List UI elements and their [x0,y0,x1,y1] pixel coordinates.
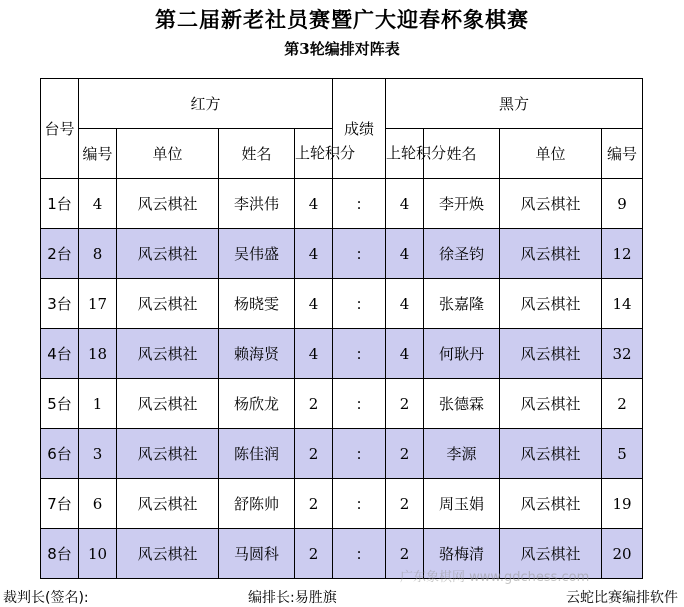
black-name-cell: 李源 [424,429,500,479]
black-score-cell: 2 [386,379,424,429]
black-score-cell: 2 [386,429,424,479]
red-number-cell: 4 [79,179,117,229]
black-unit-cell: 风云棋社 [500,179,602,229]
red-score-cell: 4 [295,279,333,329]
table-row [41,479,643,529]
red-score-cell: 4 [295,229,333,279]
black-unit-cell: 风云棋社 [500,229,602,279]
black-unit-cell: 风云棋社 [500,329,602,379]
table-row [41,429,643,479]
red-name-cell: 陈佳润 [219,429,295,479]
board-cell: 7台 [41,479,79,529]
black-score-cell: 2 [386,529,424,579]
header-result: 成绩 [333,79,386,179]
board-cell: 4台 [41,329,79,379]
page-subtitle: 第3轮编排对阵表 [284,40,400,58]
table-row [41,179,643,229]
red-unit-cell: 风云棋社 [117,329,219,379]
red-name-cell: 赖海贤 [219,329,295,379]
red-score-cell: 2 [295,479,333,529]
red-score-cell: 4 [295,179,333,229]
result-cell: : [333,379,386,429]
footer-arranger: 编排长:易胜旗 [248,590,337,606]
red-number-cell: 17 [79,279,117,329]
red-name-cell: 李洪伟 [219,179,295,229]
table-row [41,379,643,429]
board-cell: 1台 [41,179,79,229]
black-score-cell: 2 [386,479,424,529]
black-name-cell: 何耿丹 [424,329,500,379]
result-cell: : [333,429,386,479]
table-row [41,279,643,329]
footer-referee: 裁判长(签名): [3,590,89,606]
red-unit-cell: 风云棋社 [117,279,219,329]
header-black-prev-score: 上轮积分 [386,129,424,179]
black-number-cell: 19 [602,479,643,529]
red-unit-cell: 风云棋社 [117,379,219,429]
result-cell: : [333,329,386,379]
header-red-unit: 单位 [117,129,219,179]
black-unit-cell: 风云棋社 [500,529,602,579]
board-cell: 2台 [41,229,79,279]
result-cell: : [333,179,386,229]
black-unit-cell: 风云棋社 [500,379,602,429]
black-score-cell: 4 [386,279,424,329]
board-cell: 6台 [41,429,79,479]
red-number-cell: 8 [79,229,117,279]
red-unit-cell: 风云棋社 [117,429,219,479]
pairings-table [40,78,643,579]
header-black-name: 姓名 [424,129,500,179]
red-unit-cell: 风云棋社 [117,179,219,229]
black-name-cell: 张德霖 [424,379,500,429]
header-black-number: 编号 [602,129,643,179]
black-number-cell: 14 [602,279,643,329]
board-cell: 3台 [41,279,79,329]
black-name-cell: 周玉娟 [424,479,500,529]
board-cell: 5台 [41,379,79,429]
result-cell: : [333,479,386,529]
black-number-cell: 9 [602,179,643,229]
black-name-cell: 骆梅清 [424,529,500,579]
red-name-cell: 舒陈帅 [219,479,295,529]
footer-software: 云蛇比赛编排软件 [566,590,678,606]
red-number-cell: 1 [79,379,117,429]
black-number-cell: 2 [602,379,643,429]
black-score-cell: 4 [386,329,424,379]
header-black-unit: 单位 [500,129,602,179]
red-number-cell: 18 [79,329,117,379]
black-unit-cell: 风云棋社 [500,429,602,479]
header-red-prev-score: 上轮积分 [295,129,333,179]
black-number-cell: 12 [602,229,643,279]
red-score-cell: 2 [295,529,333,579]
board-cell: 8台 [41,529,79,579]
red-unit-cell: 风云棋社 [117,529,219,579]
red-number-cell: 3 [79,429,117,479]
black-name-cell: 徐圣钧 [424,229,500,279]
header-red: 红方 [79,79,333,129]
black-number-cell: 5 [602,429,643,479]
watermark: 广东象棋网 www.gdchess.com [400,570,590,585]
black-name-cell: 张嘉隆 [424,279,500,329]
red-score-cell: 2 [295,429,333,479]
red-unit-cell: 风云棋社 [117,479,219,529]
black-score-cell: 4 [386,179,424,229]
black-unit-cell: 风云棋社 [500,279,602,329]
header-board: 台号 [41,79,79,179]
result-cell: : [333,279,386,329]
black-number-cell: 20 [602,529,643,579]
header-row-1 [41,79,643,129]
red-number-cell: 10 [79,529,117,579]
red-name-cell: 马圆科 [219,529,295,579]
header-red-number: 编号 [79,129,117,179]
red-name-cell: 杨晓雯 [219,279,295,329]
page-title: 第二届新老社员赛暨广大迎春杯象棋赛 [155,7,529,32]
black-number-cell: 32 [602,329,643,379]
black-unit-cell: 风云棋社 [500,479,602,529]
red-name-cell: 吴伟盛 [219,229,295,279]
table-row [41,229,643,279]
black-name-cell: 李开焕 [424,179,500,229]
red-score-cell: 2 [295,379,333,429]
header-black: 黑方 [386,79,643,129]
red-name-cell: 杨欣龙 [219,379,295,429]
red-score-cell: 4 [295,329,333,379]
black-score-cell: 4 [386,229,424,279]
header-red-name: 姓名 [219,129,295,179]
result-cell: : [333,229,386,279]
table-row [41,329,643,379]
red-unit-cell: 风云棋社 [117,229,219,279]
red-number-cell: 6 [79,479,117,529]
result-cell: : [333,529,386,579]
